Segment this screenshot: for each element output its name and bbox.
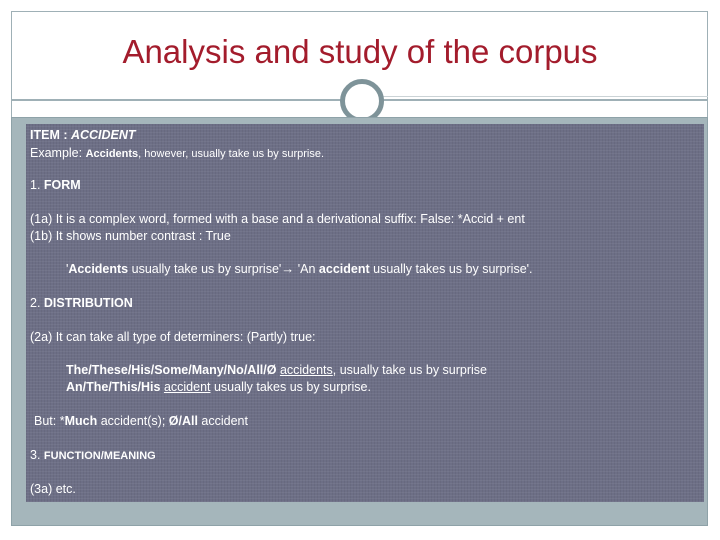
number-contrast-example (66, 261, 533, 277)
item-label: ITEM : (30, 128, 71, 142)
plural-determiners: The/These/His/Some/Many/No/All/Ø (66, 363, 277, 377)
plural-rest: , usually take us by surprise (332, 363, 488, 377)
distribution-heading (30, 295, 133, 311)
form-1a: (1a) It is a complex word, formed with a base and a derivational suffix: False: *Accid + ent (30, 212, 525, 226)
dist-heading-text: DISTRIBUTION (43, 296, 133, 310)
function-heading (30, 447, 156, 464)
but-mid: accident(s); (97, 414, 169, 428)
func-heading-text: FUNCTION/MEANING (43, 450, 156, 462)
func-heading-num: 3. (30, 448, 44, 462)
form-heading-num: 1. (30, 178, 44, 192)
but-much: Much (64, 414, 98, 428)
quote-open: ' (66, 262, 69, 276)
singular-rest: usually takes us by surprise. (210, 380, 371, 394)
contrast-text-2: 'An (294, 262, 319, 276)
contrast-bold-2: accident (318, 262, 370, 276)
right-arrow-icon: → (281, 261, 295, 276)
singular-determiners-example (66, 379, 371, 395)
item-line (30, 127, 136, 143)
form-heading-text: FORM (43, 178, 81, 192)
contrast-text-1: usually take us by surprise' (128, 262, 282, 276)
example-bold: Accidents (85, 148, 139, 160)
item-value: ACCIDENT (70, 128, 136, 142)
plural-determiners-example (66, 362, 487, 378)
content-panel (26, 124, 704, 502)
plural-noun: accidents (279, 363, 333, 377)
but-line (34, 413, 248, 429)
function-3a: (3a) etc. (30, 482, 76, 496)
slide-title: Analysis and study of the corpus (122, 33, 598, 70)
singular-determiners: An/The/This/His (66, 380, 161, 394)
form-1b: (1b) It shows number contrast : True (30, 229, 231, 243)
singular-noun: accident (163, 380, 211, 394)
contrast-bold-1: Accidents (68, 262, 129, 276)
but-end: accident (197, 414, 248, 428)
distribution-2a: (2a) It can take all type of determiners: (Partly) true: (30, 330, 316, 344)
title-divider-right (380, 96, 708, 97)
example-rest: , however, usually take us by surprise. (138, 148, 325, 160)
but-all: Ø/All (168, 414, 198, 428)
example-label: Example: (30, 146, 86, 160)
dist-heading-num: 2. (30, 296, 44, 310)
form-heading (30, 177, 81, 193)
but-text: But: * (34, 414, 65, 428)
example-line (30, 145, 324, 162)
contrast-text-3: usually takes us by surprise'. (369, 262, 533, 276)
